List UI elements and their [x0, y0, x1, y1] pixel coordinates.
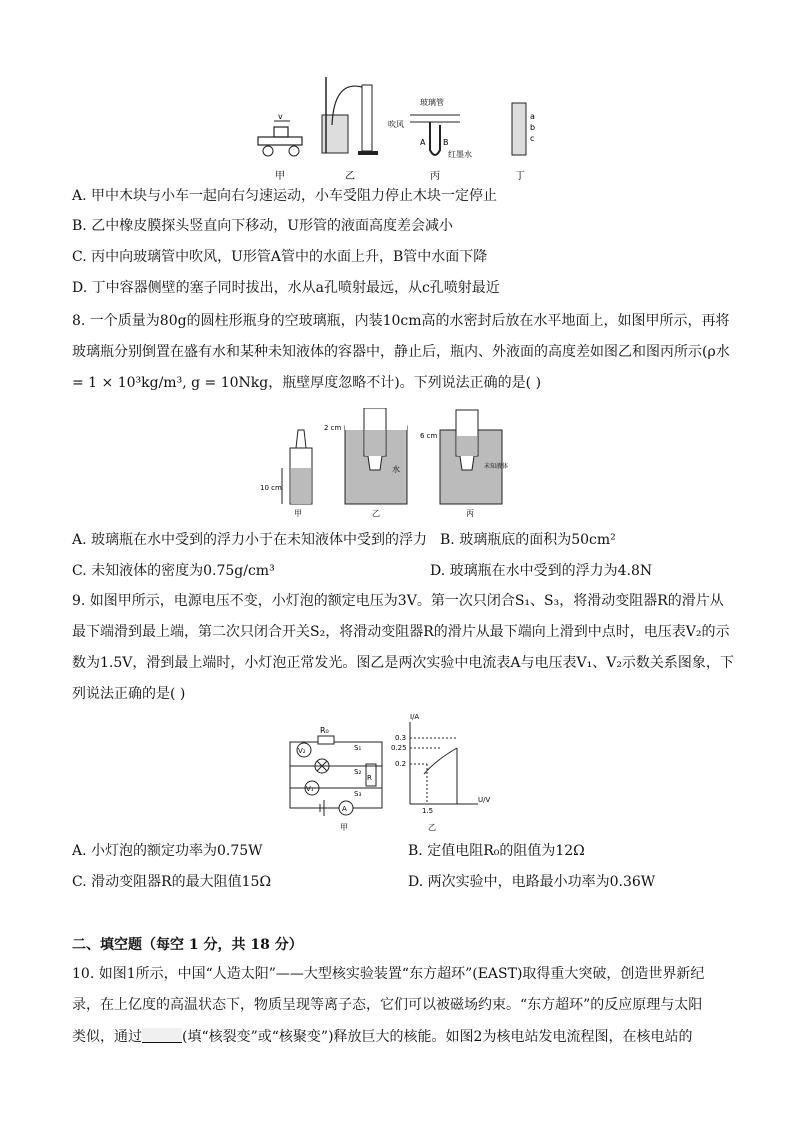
- q7-option-a: A. 甲中木块与小车一起向右匀速运动，小车受阻力停止木块一定停止: [72, 188, 498, 204]
- venturi-figure: [388, 97, 472, 182]
- hole-b-label: b: [530, 123, 536, 132]
- q9-stem-4: 列说法正确的是( ): [72, 686, 186, 702]
- fig8-label-bing: 丙: [466, 509, 474, 518]
- iv-graph: [410, 722, 478, 804]
- q10-answer-blank[interactable]: [142, 1028, 182, 1043]
- cart-figure: [258, 112, 302, 182]
- fig9-label-yi: 乙: [428, 823, 436, 832]
- red-water-label: 红墨水: [448, 150, 472, 159]
- tick-0-2: 0.2: [395, 760, 407, 768]
- fig8-label-jia: 甲: [294, 509, 302, 518]
- tube-a-label: A: [420, 138, 426, 147]
- q9-option-d: D. 两次实验中，电路最小功率为0.36W: [408, 874, 656, 890]
- q8-figure: [260, 408, 520, 520]
- q7-option-c: C. 丙中向玻璃管中吹风，U形管A管中的水面上升，B管中水面下降: [72, 249, 488, 265]
- tube-b-label: B: [443, 138, 449, 147]
- fig-label-yi: 乙: [345, 171, 355, 182]
- fig-label-bing: 丙: [430, 171, 440, 182]
- ammeter-label: A: [342, 805, 347, 813]
- hole-a-label: a: [530, 112, 535, 121]
- q10-line-2: 录，在上亿度的高温状态下，物质呈现等离子态，它们可以被磁场约束。“东方超环”的反应原理与太阳: [72, 997, 703, 1013]
- q9-option-a: A. 小灯泡的额定功率为0.75W: [72, 843, 263, 859]
- bottle-height-label: 10 cm: [260, 484, 282, 492]
- tube-label: 玻璃管: [420, 98, 444, 107]
- unknown-liquid-label: 未知液体: [484, 463, 509, 470]
- q10-line-3-pre: 类似，通过: [72, 1029, 142, 1045]
- q8-stem-3: = 1 × 10³kg/m³, g = 10Nkg，瓶壁厚度忽略不计)。下列说法正确的是( ): [72, 375, 542, 391]
- q8-option-c: C. 未知液体的密度为0.75g/cm³: [72, 563, 275, 579]
- cart-velocity-label: v: [278, 112, 283, 121]
- pressure-gauge-figure: [322, 77, 378, 182]
- q9-option-b: B. 定值电阻R₀的阻值为12Ω: [408, 843, 585, 859]
- v2-label: V₂: [298, 747, 306, 755]
- s1-label: S₁: [354, 744, 362, 752]
- fig-label-ding: 丁: [515, 171, 525, 182]
- blow-label: 吹风: [388, 120, 404, 129]
- q9-stem-2: 最下端滑到最上端，第二次只闭合开关S₂，将滑动变阻器R的滑片从最下端向上滑到中点时，电压表V₂的示: [72, 624, 730, 640]
- q7-option-b: B. 乙中橡皮膜探头竖直向下移动，U形管的液面高度差会减小: [72, 218, 453, 234]
- q7-option-d: D. 丁中容器侧壁的塞子同时拔出，水从a孔喷射最远，从c孔喷射最近: [72, 280, 500, 296]
- r-label: R: [367, 774, 372, 782]
- q10-line-3-post: (填“核裂变”或“核聚变”)释放巨大的核能。如图2为核电站发电流程图，在核电站的: [182, 1029, 693, 1045]
- bottle-in-water: [324, 408, 407, 518]
- diff-6cm-label: 6 cm: [420, 432, 438, 440]
- q10-line-3: [72, 1027, 692, 1047]
- i-axis-label: I/A: [410, 713, 420, 721]
- s3-label: S₃: [354, 790, 362, 798]
- bottle-in-unknown: [420, 410, 508, 518]
- q9-figure: [282, 710, 502, 836]
- q8-option-a: A. 玻璃瓶在水中受到的浮力小于在未知液体中受到的浮力: [72, 532, 428, 548]
- q9-stem-3: 数为1.5V，滑到最上端时，小灯泡正常发光。图乙是两次实验中电流表A与电压表V₁、V₂示数关系图象，下: [72, 655, 734, 671]
- fig8-label-yi: 乙: [372, 509, 380, 518]
- q8-stem-1: 8. 一个质量为80g的圆柱形瓶身的空玻璃瓶，内装10cm高的水密封后放在水平地面上，如图甲所示，再将: [72, 313, 730, 329]
- tick-1-5: 1.5: [422, 807, 434, 815]
- q8-option-d: D. 玻璃瓶在水中受到的浮力为4.8N: [430, 563, 653, 579]
- fig-label-jia: 甲: [275, 171, 285, 182]
- u-axis-label: U/V: [478, 796, 491, 804]
- q8-stem-2: 玻璃瓶分别倒置在盛有水和某种未知液体的容器中，静止后，瓶内、外液面的高度差如图乙和图丙所示(ρ水: [72, 344, 730, 360]
- diff-2cm-label: 2 cm: [324, 424, 342, 432]
- container-figure: [512, 103, 535, 182]
- q9-option-c: C. 滑动变阻器R的最大阻值15Ω: [72, 874, 272, 890]
- q7-figure: [250, 75, 550, 185]
- section-fill-blank-title: 二、填空题（每空 1 分，共 18 分）: [72, 937, 303, 953]
- hole-c-label: c: [530, 134, 535, 143]
- bottle-upright: [260, 430, 312, 518]
- s2-label: S₂: [354, 768, 362, 776]
- q8-option-b: B. 玻璃瓶底的面积为50cm²: [440, 532, 616, 548]
- v1-label: V₁: [306, 785, 314, 793]
- fig9-label-jia: 甲: [340, 823, 348, 832]
- tick-0-3: 0.3: [395, 734, 407, 742]
- r0-label: R₀: [320, 726, 329, 735]
- tick-0-25: 0.25: [391, 744, 407, 752]
- q9-stem-1: 9. 如图甲所示，电源电压不变，小灯泡的额定电压为3V。第一次只闭合S₁、S₃，将滑动变阻器R的滑片从: [72, 593, 724, 609]
- water-label: 水: [392, 465, 400, 474]
- q10-line-1: 10. 如图1所示，中国“人造太阳”——大型核实验装置“东方超环”(EAST)取得重大突破，创造世界新纪: [72, 966, 705, 982]
